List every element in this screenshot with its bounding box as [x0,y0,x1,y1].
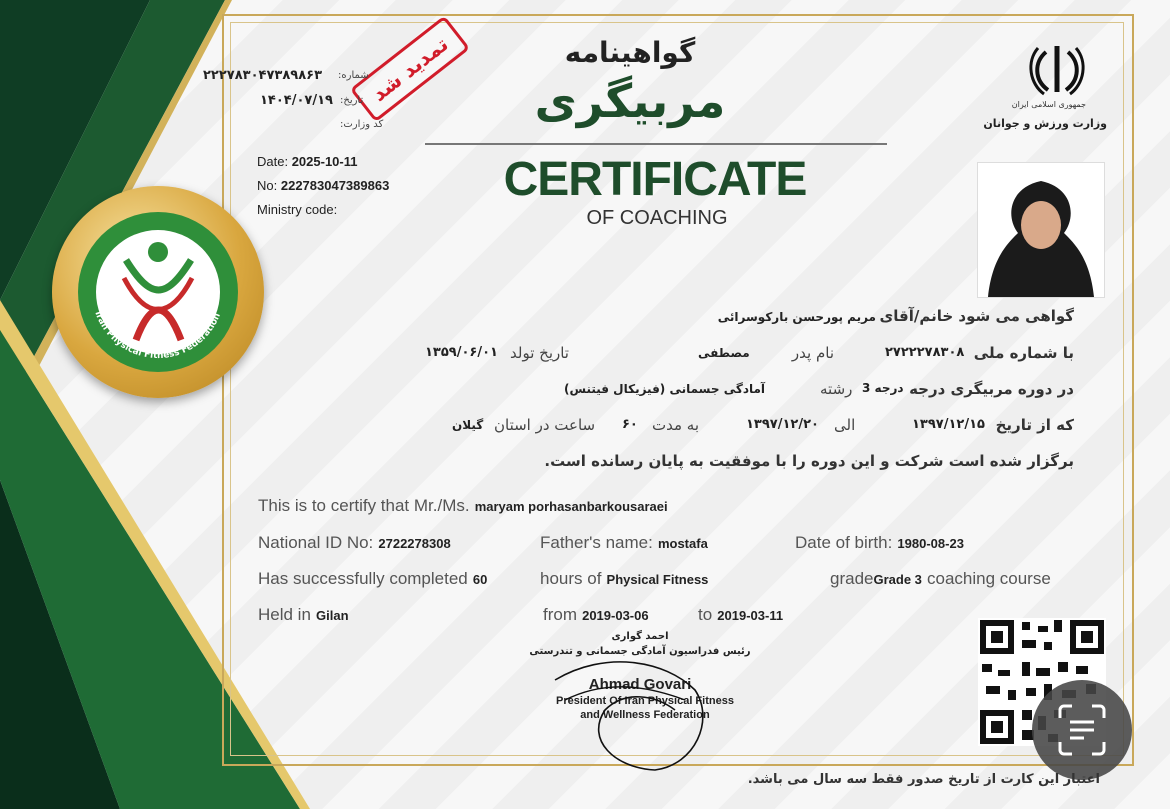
person-photo-icon [978,163,1104,297]
hours-value: 60 [472,572,488,587]
meta-date-label: Date: [257,154,289,169]
meta-no-label: No: [257,178,278,193]
meta-date-label-fa: تاریخ: [340,95,364,106]
dob-label: Date of birth: [795,533,893,552]
from-label: from [543,605,577,624]
fa-province: گیلان [452,418,484,432]
footer-validity-note: اعتبار این کارت از تاریخ صدور فقط سه سال می باشد. [747,772,1100,787]
meta-ministry-label: Ministry code: [257,202,338,217]
dob-value: 1980-08-23 [897,536,964,551]
persian-title-top: گواهینامه [564,36,696,69]
grade-value: Grade 3 [873,572,922,587]
fa-birth-label: تاریخ تولد [510,344,569,362]
completed-label: Has successfully completed [258,569,468,588]
meta-no-value: 222783047389863 [280,178,390,193]
fa-to-label: الی [834,416,856,434]
field-value: Physical Fitness [606,572,709,587]
seal-text-ring [78,212,238,372]
renewed-stamp: تمدید شد [350,16,470,123]
meta-number-fa: ۲۲۲۷۸۳۰۴۷۳۸۹۸۶۳ [203,68,323,83]
fa-field-label: رشته [820,380,853,398]
fa-grade: درجه 3 [862,381,904,395]
fa-course-label: در دوره مربیگری درجه [909,380,1074,398]
national-value: 2722278308 [378,536,451,551]
title-divider [425,143,887,145]
fa-national-label: با شماره ملی [973,344,1074,362]
scan-text-button[interactable] [1032,680,1132,780]
fa-field-value: آمادگی جسمانی (فیزیکال فیتنس) [564,382,766,396]
held-label: Held in [258,605,311,624]
to-value: 2019-03-11 [717,608,784,623]
signature-scribble [545,640,745,780]
fa-line5: برگزار شده است شرکت و این دوره را با موفقیت به پایان رسانده است. [544,452,1074,470]
signatory-title-en-1: President Of Iran Physical Fitness [556,695,734,707]
svg-text:Iran Physical Fitness Federati: Iran Physical Fitness Federation [92,310,223,362]
signatory-title-fa: رئیس فدراسیون آمادگی جسمانی و تندرستی [529,646,751,657]
fa-name: مریم پورحسن بارکوسرائی [717,310,876,324]
scan-text-icon [1032,680,1132,780]
fa-from-value: ۱۳۹۷/۱۲/۱۵ [912,417,985,432]
fa-line1-label: گواهی می شود خانم/آقای [879,307,1074,325]
from-value: 2019-03-06 [582,608,649,623]
meta-number-label-fa: شماره: [338,70,369,81]
fa-birth-value: ۱۳۵۹/۰۶/۰۱ [425,345,498,360]
certificate-subtitle: OF COACHING [586,207,728,229]
father-label: Father's name: [540,533,653,552]
national-label: National ID No: [258,533,374,552]
signatory-name-en: Ahmad Govari [588,676,692,693]
father-value: mostafa [657,536,708,551]
fa-hours-label: ساعت در استان [494,416,596,434]
course-label: coaching course [927,569,1051,588]
fa-father-value: مصطفی [698,346,750,360]
signatory-title-en-2: and Wellness Federation [580,709,710,721]
certify-label: This is to certify that Mr./Ms. [258,496,470,515]
ministry-line1: جمهوری اسلامی ایران [1011,100,1086,109]
ministry-line2: وزارت ورزش و جوانان [983,117,1107,130]
holder-name: maryam porhasanbarkousaraei [474,499,668,514]
certificate-title: CERTIFICATE [503,153,807,206]
to-label: to [698,605,713,624]
persian-title-main: مربیگری [534,74,726,128]
held-value: Gilan [316,608,349,623]
fa-father-label: نام پدر [791,344,834,362]
fa-duration-value: ۶۰ [622,417,638,432]
iran-emblem-icon [1028,40,1086,96]
meta-code-label-fa: کد وزارت: [340,119,384,130]
hours-of-label: hours of [540,569,602,588]
meta-date-fa: ۱۴۰۴/۰۷/۱۹ [260,93,333,108]
fa-from-label: که از تاریخ [995,416,1074,434]
holder-photo [977,162,1105,298]
grade-label: grade [830,569,874,588]
fa-to-value: ۱۳۹۷/۱۲/۲۰ [746,417,819,432]
signatory-name-fa: احمد گواری [611,631,669,642]
fa-duration-label: به مدت [652,416,700,434]
fa-national-value: ۲۷۲۲۲۷۸۳۰۸ [885,345,965,360]
meta-date-value: 2025-10-11 [291,154,358,169]
